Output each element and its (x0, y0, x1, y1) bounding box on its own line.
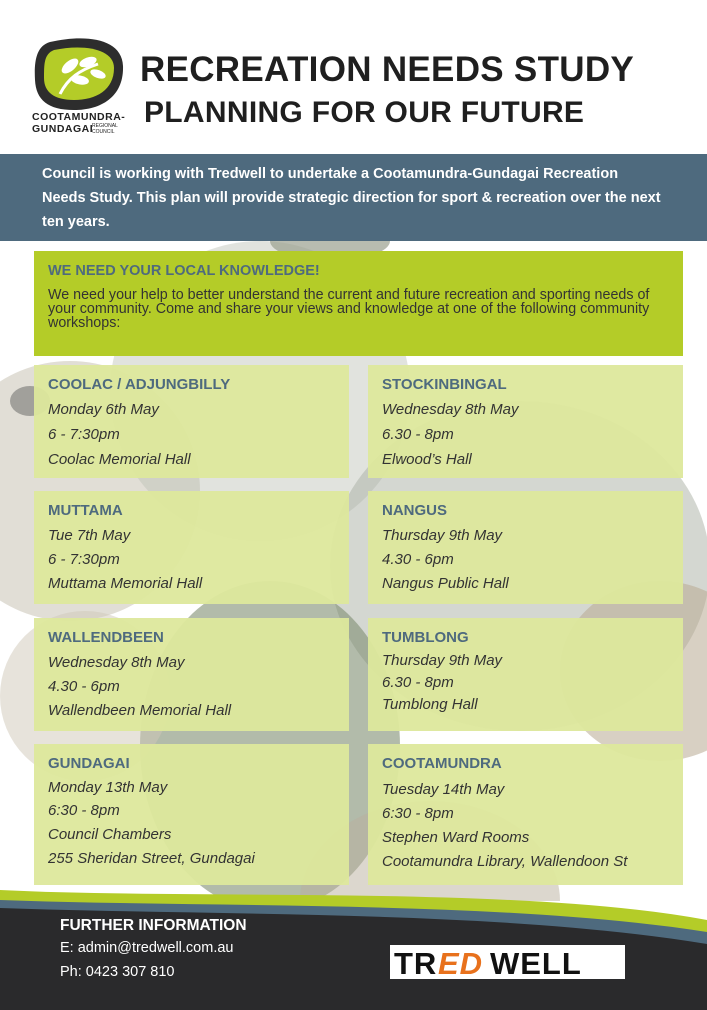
workshop-location: MUTTAMA (48, 502, 123, 519)
local-knowledge-heading: WE NEED YOUR LOCAL KNOWLEDGE! (48, 263, 320, 279)
workshop-location: TUMBLONG (382, 629, 469, 646)
local-knowledge-body: We need your help to better understand the current and future recreation and sporting needs of your community. Come and share your views and knowledge at one of the following community workshops: (48, 287, 650, 331)
workshop-venue: Coolac Memorial Hall (48, 451, 191, 468)
workshop-location: STOCKINBINGAL (382, 376, 507, 393)
workshop-location: GUNDAGAI (48, 755, 130, 772)
workshop-location: WALLENDBEEN (48, 629, 164, 646)
intro-banner (0, 154, 707, 241)
workshop-venue: Wallendbeen Memorial Hall (48, 702, 232, 719)
workshop-venue: Nangus Public Hall (382, 575, 509, 592)
workshop-card (368, 618, 683, 731)
workshop-card (34, 744, 349, 885)
page-subtitle: PLANNING FOR OUR FUTURE (144, 96, 585, 129)
workshop-date: Thursday 9th May (382, 527, 503, 544)
workshop-address: Cootamundra Library, Wallendoon St (382, 853, 628, 870)
workshop-time: 6 - 7:30pm (48, 426, 120, 443)
logo-text-2: GUNDAGAI (32, 123, 94, 135)
workshop-location: NANGUS (382, 502, 448, 519)
logo-sub-2: COUNCIL (92, 129, 115, 135)
workshop-card (368, 744, 683, 885)
workshop-date: Monday 6th May (48, 401, 159, 418)
workshop-date: Wednesday 8th May (48, 654, 185, 671)
workshop-time: 6:30 - 8pm (382, 805, 454, 822)
workshop-time: 6.30 - 8pm (382, 674, 454, 691)
workshop-card (34, 491, 349, 604)
workshop-venue: Stephen Ward Rooms (382, 829, 530, 846)
logo-text-1: COOTAMUNDRA- (32, 111, 126, 123)
intro-text: Council is working with Tredwell to undertake a Cootamundra-Gundagai Recreation Needs Study. This plan will provide strategic direction for sport & recreation over the next ten years. (42, 166, 661, 230)
workshop-address: 255 Sheridan Street, Gundagai (48, 850, 255, 867)
tredwell-logo (390, 945, 625, 979)
workshop-time: 6 - 7:30pm (48, 551, 120, 568)
workshop-date: Wednesday 8th May (382, 401, 519, 418)
workshop-location: COOTAMUNDRA (382, 755, 502, 772)
workshop-card (34, 365, 349, 478)
workshop-time: 4.30 - 6pm (48, 678, 120, 695)
council-logo (30, 36, 130, 144)
tredwell-logo-text-accent: ED (438, 946, 484, 981)
workshop-time: 6:30 - 8pm (48, 802, 120, 819)
workshop-date: Tue 7th May (48, 527, 131, 544)
workshop-card (368, 491, 683, 604)
contact-phone[interactable]: Ph: 0423 307 810 (60, 964, 175, 980)
tredwell-logo-text-end: WELL (490, 946, 582, 981)
workshop-card (368, 365, 683, 478)
workshop-venue: Muttama Memorial Hall (48, 575, 203, 592)
page-title: RECREATION NEEDS STUDY (140, 50, 635, 89)
workshop-date: Tuesday 14th May (382, 781, 505, 798)
tredwell-logo-text-start: TR (394, 946, 438, 981)
workshop-time: 4.30 - 6pm (382, 551, 454, 568)
further-info-heading: FURTHER INFORMATION (60, 917, 247, 934)
workshop-location: COOLAC / ADJUNGBILLY (48, 376, 231, 393)
workshop-time: 6.30 - 8pm (382, 426, 454, 443)
workshop-venue: Council Chambers (48, 826, 172, 843)
workshop-card (34, 618, 349, 731)
contact-email[interactable]: E: admin@tredwell.com.au (60, 940, 234, 956)
workshop-date: Monday 13th May (48, 779, 168, 796)
local-knowledge-panel (34, 251, 683, 356)
workshop-venue: Tumblong Hall (382, 696, 478, 713)
workshop-date: Thursday 9th May (382, 652, 503, 669)
logo-sub-1: REGIONAL (92, 123, 118, 129)
workshop-venue: Elwood’s Hall (382, 451, 472, 468)
